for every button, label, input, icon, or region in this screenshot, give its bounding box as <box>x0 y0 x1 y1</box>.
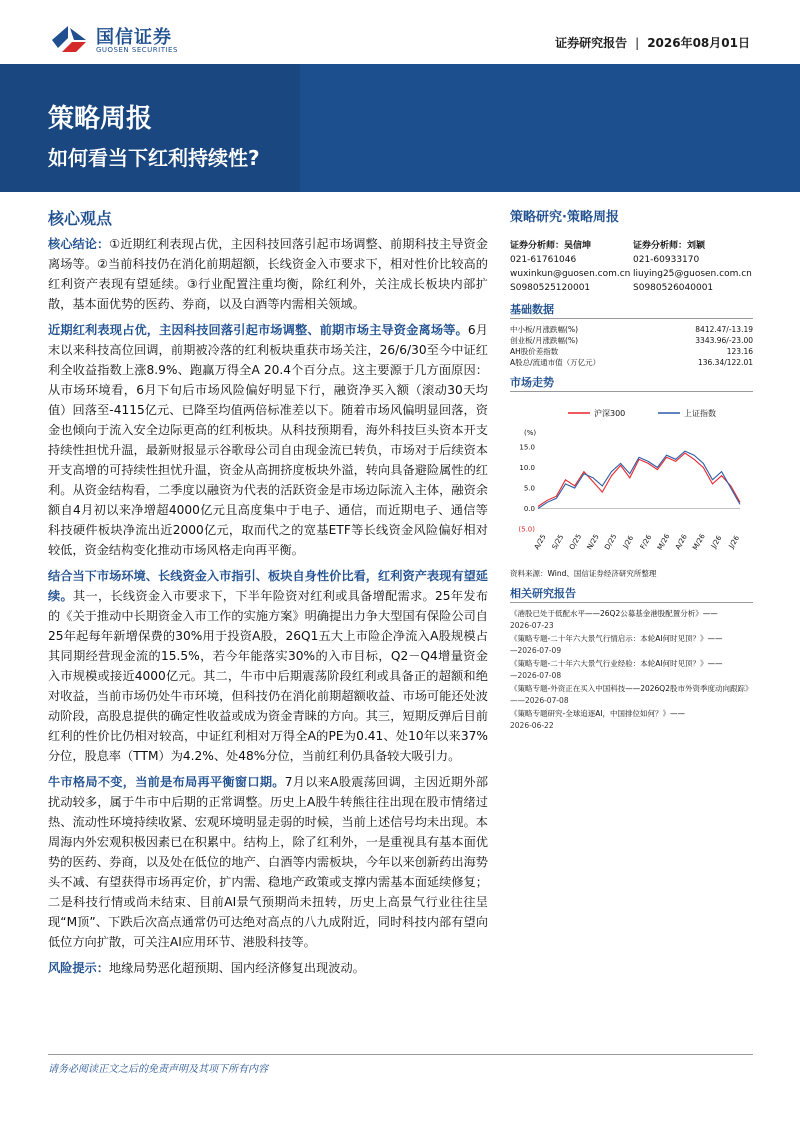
y-tick-label: 5.0 <box>523 484 535 493</box>
basic-data-row: A股总/流通市值（万亿元） 136.34/122.01 <box>510 358 753 367</box>
related-report-item[interactable]: 《策略专题-二十年六大景气行业经验：本轮AI何时见顶？》—— —2026-07-08 <box>510 659 723 680</box>
paragraph-bull-market: 牛市格局不变，当前是布局再平衡窗口期。7月以来A股震荡回调，主因近期外部扰动较多，属于牛市中后期的正常调整。历史上A股牛转熊往往出现在股市情绪过热、流动性环境持续收紧、宏观环境明显走弱的时候，当前上述信号均未出现。本周海内外宏观积极因素已在积累中。结构上，除了红利外，一是重视具有基本面优势的医药、券商，以及处在低位的地产、白酒等内需板块，今年以来创新药出海势头不减、有望获得市场再定价，扩内需、稳地产政策或支撑内需基本面延续修复；二是科技行情或尚未结束、目前AI景气预期尚未扭转，历史上高景气行业往往呈现“M顶”、下跌后次高点通常仍可达绝对高点的八九成附近，同时科技内部有望向低位方向扩散，可关注AI应用环节、港股科技等。 <box>48 775 489 949</box>
basic-data-table <box>510 324 753 368</box>
footer-divider <box>48 1054 753 1055</box>
related-report-item[interactable]: 《策略专题研究-全球追逐AI，中国排位如何？》—— 2026-06-22 <box>510 709 686 730</box>
analyst-2: 证券分析师：刘颖 021-60933170 liuying25@guosen.com.cn S0980526040001 <box>633 241 752 293</box>
series-line <box>538 453 740 506</box>
report-type: 证券研究报告 <box>555 36 628 50</box>
basic-data-row: AH股价差指数 123.16 <box>510 347 753 356</box>
related-research-heading: 相关研究报告 <box>510 585 753 603</box>
paragraph-dividend-continue: 结合当下市场环境、长线资金入市指引、板块自身性价比看，红利资产表现有望延续。其一，长线资金入市要求下，下半年险资对红利或具备增配需求。25年发布的《关于推动中长期资金入市工作的实施方案》明确提出力争大型国有保险公司自25年起每年新增保费的30%用于投资A股，26Q1五大上市险企净流入A股规模占其同期经营现金流的15.5%，若今年能落实30%的入市目标，Q2－Q4增量资金入市规模或接近4000亿元。其二，牛市中后期震荡阶段红利或具备正的超额和绝对收益，当前市场仍处牛市环境，但科技仍在消化前期超额收益、市场可能还处波动阶段，高股息提供的确定性收益或成为资金青睐的方向。其三，短期反弹后目前红利的性价比仍相对较高，中证红利相对万得全A的PE为0.41、处10年以来37%分位，股息率（TTM）为4.2%、处48%分位，当前红利仍具备较大吸引力。 <box>48 569 489 763</box>
market-trend-svg <box>510 397 753 567</box>
guosen-logo-icon <box>48 22 90 56</box>
report-meta: 证券研究报告 | 2026年08月01日 <box>555 36 750 50</box>
analyst-info <box>510 239 753 295</box>
legend-label: 沪深300 <box>594 409 626 418</box>
related-report-item[interactable]: 《策略专题-外资正在买入中国科技——2026Q2股市外资季度动向跟踪》 ——2026-07-08 <box>510 684 753 705</box>
title-banner <box>0 64 800 192</box>
x-tick-label: F/26 <box>638 533 654 551</box>
x-tick-label: N/25 <box>585 532 601 552</box>
related-research-list <box>510 608 753 731</box>
basic-data-row: 中小板/月涨跌幅(%) 8412.47/-13.19 <box>510 325 753 334</box>
basic-data-row: 创业板/月涨跌幅(%) 3343.96/-23.00 <box>510 336 753 345</box>
paragraph-risk: 风险提示：地缘局势恶化超预期、国内经济修复出现波动。 <box>48 961 365 975</box>
x-tick-label: O/25 <box>567 532 584 552</box>
y-tick-label: 10.0 <box>519 464 535 472</box>
x-tick-label: J/26 <box>727 534 742 550</box>
related-report-item[interactable]: 《策略专题-二十年六大景气行情启示：本轮AI何时见顶？》—— —2026-07-09 <box>510 634 723 655</box>
core-view-heading: 核心观点 <box>48 209 113 228</box>
x-tick-label: J/26 <box>709 534 724 550</box>
analyst-1: 证券分析师：吴信坤 021-61761046 wuxinkun@guosen.com.cn S0980525120001 <box>510 241 631 293</box>
x-tick-label: A/25 <box>532 533 548 551</box>
x-tick-label: M/26 <box>691 532 707 552</box>
logo-text-en: GUOSEN SECURITIES <box>96 46 178 54</box>
core-view-body <box>48 234 488 984</box>
x-tick-label: S/25 <box>550 533 566 551</box>
paragraph-conclusion: 核心结论：①近期红利表现占优，主因科技回落引起市场调整、前期科技主导资金离场等。②当前科技仍在消化前期超额，长线资金入市要求下，相对性价比较高的红利资产表现有望延续。③行业配置注重均衡，除红利外，关注成长板块内部扩散，基本面优势的医药、券商，以及白酒等内需相关领域。 <box>48 237 488 311</box>
report-headline: 如何看当下红利持续性? <box>48 146 260 170</box>
related-report-item[interactable]: 《港股已处于低配水平——26Q2公募基金港股配置分析》—— 2026-07-23 <box>510 609 718 630</box>
y-tick-label: 15.0 <box>519 443 535 452</box>
company-logo <box>48 22 208 56</box>
report-date: 2026年08月01日 <box>647 36 750 50</box>
market-trend-heading: 市场走势 <box>510 374 753 392</box>
legend-label: 上证指数 <box>684 409 716 418</box>
report-series-title: 策略周报 <box>48 104 153 134</box>
x-tick-label: J/26 <box>621 534 636 550</box>
paragraph-dividend-outperform: 近期红利表现占优，主因科技回落引起市场调整、前期市场主导资金离场等。6月末以来科技高位回调，前期被冷落的红利板块重获市场关注，26/6/30至今中证红利全收益指数上涨8.9%、跑赢万得全A 20.4个百分点。这主要源于几方面原因：从市场环境看，6月下旬后市场风险偏好明显下行，融资净买入额（滚动30天均值）回落至-4115亿元、已降至均值两倍标准差以下。随着市场风偏明显回落，资金也倾向于流入安全边际更高的红利板块。从科技预期看，海外科技巨头资本开支持续性担忧升温，最新财报显示谷歌母公司自由现金流已转负，市场对于后续资本开支高增的可持续性担忧升温，资金从高拥挤度板块外溢，转向具备避险属性的红利。从资金结构看，二季度以融资为代表的活跃资金是市场边际流入主体，融资余额自4月初以来净增超4000亿元且高度集中于电子、通信，而近期电子、通信等科技硬件板块净流出近2000亿元，取而代之的宽基ETF等长线资金风险偏好相对较低，资金结构变化推动市场风格走向再平衡。 <box>48 323 488 557</box>
x-tick-label: D/25 <box>603 532 619 552</box>
footer-disclaimer: 请务必阅读正文之后的免责声明及其项下所有内容 <box>48 1064 268 1075</box>
y-axis-label: (%) <box>524 429 537 437</box>
x-tick-label: M/26 <box>655 532 672 552</box>
x-tick-label: A/26 <box>673 533 689 551</box>
basic-data-heading: 基础数据 <box>510 301 753 319</box>
market-trend-chart <box>510 397 753 567</box>
sidebar <box>510 206 753 733</box>
logo-text-cn: 国信证券 <box>96 27 172 48</box>
chart-source: 资料来源：Wind、国信证券经济研究所整理 <box>510 569 657 578</box>
sidebar-heading: 策略研究·策略周报 <box>510 210 619 225</box>
y-tick-label: 0.0 <box>523 505 535 513</box>
y-tick-label: (5.0) <box>518 525 535 534</box>
